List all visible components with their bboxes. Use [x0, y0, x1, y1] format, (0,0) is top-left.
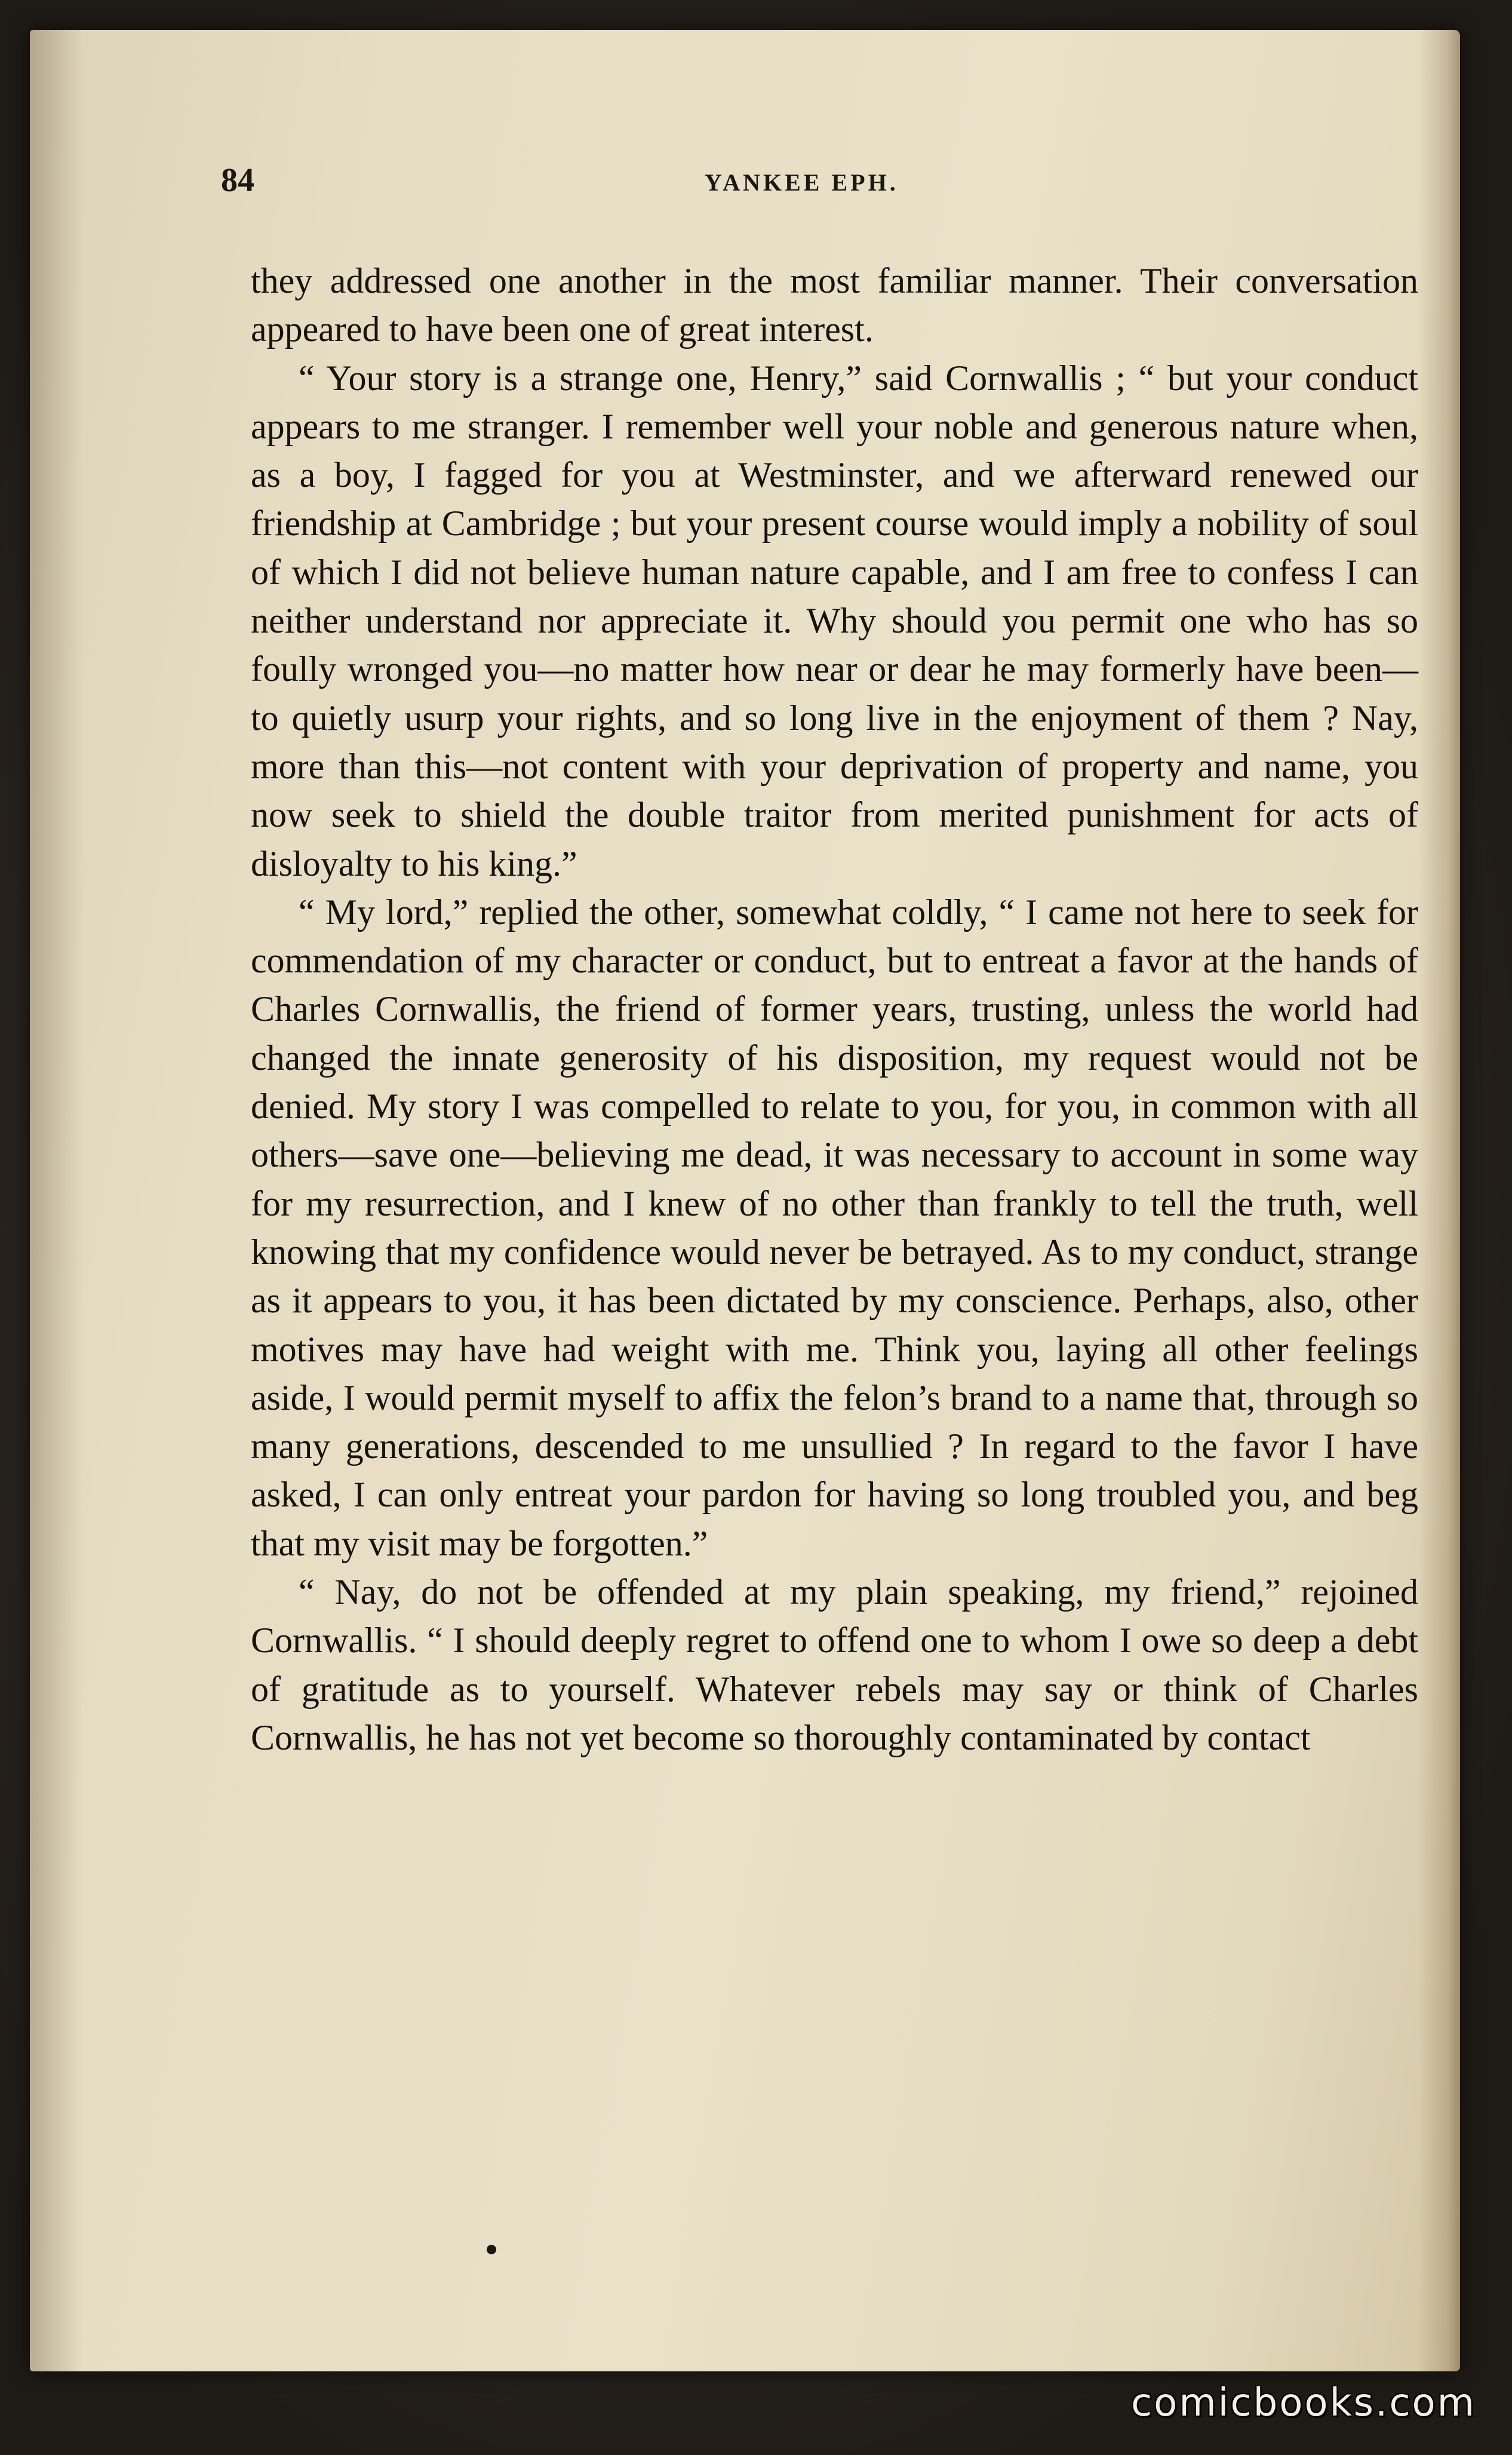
paragraph-3: “ My lord,” replied the other, somewhat coldly, “ I came not here to seek for commendation of my character or conduct, but to entreat a favor at the hands of Charles Cornwallis, the friend of former years, trusting, unless the world had changed the innate generosity of his disposition, my request would not be denied. My story I was compelled to relate to you, for you, in common with all others—save one—believing me dead, it was necessary to account in some way for my resurrection, and I knew of no other than frankly to tell the truth, well knowing that my confidence would never be betrayed. As to my conduct, strange as it appears to you, it has been dictated by my conscience. Perhaps, also, other motives may have had weight with me. Think you, laying all other feelings aside, I would permit myself to affix the felon’s brand to a name that, through so many generations, descended to me unsullied ? In regard to the favor I have asked, I can only entreat your pardon for having so long troubled you, and beg that my visit may be forgotten.” [251, 892, 1418, 1563]
running-head [221, 161, 1415, 203]
spine-shadow [30, 30, 84, 2371]
paragraph-4: “ Nay, do not be offended at my plain speaking, my friend,” rejoined Cornwallis. “ I should deeply regret to offend one to whom I owe so deep a debt of gratitude as to yourself. Whatever rebels may say or think of Charles Cornwallis, he has not yet become so thoroughly contaminated by contact [251, 1572, 1418, 1757]
body-text [251, 257, 1418, 1762]
running-head-title: YANKEE EPH. [705, 169, 899, 196]
paragraph-2: “ Your story is a strange one, Henry,” said Cornwallis ; “ but your conduct appears to me stranger. I remember well your noble and generous nature when, as a boy, I fagged for you at Westminster, and we afterward renewed our friendship at Cambridge ; but your present course would imply a nobility of soul of which I did not believe human nature capable, and I am free to confess I can neither understand nor appreciate it. Why should you permit one who has so foully wronged you—no matter how near or dear he may formerly have been—to quietly usurp your rights, and so long live in the enjoyment of them ? Nay, more than this—not content with your deprivation of property and name, you now seek to shield the double traitor from merited punishment for acts of disloyalty to his king.” [251, 358, 1418, 883]
page-number: 84 [221, 162, 254, 199]
watermark: comicbooks.com [1130, 2381, 1476, 2425]
paragraph-1: they addressed one another in the most familiar manner. Their conversation appeared to have been one of great interest. [251, 261, 1418, 349]
page-edge [1418, 30, 1460, 2371]
ink-dot [487, 2245, 496, 2254]
